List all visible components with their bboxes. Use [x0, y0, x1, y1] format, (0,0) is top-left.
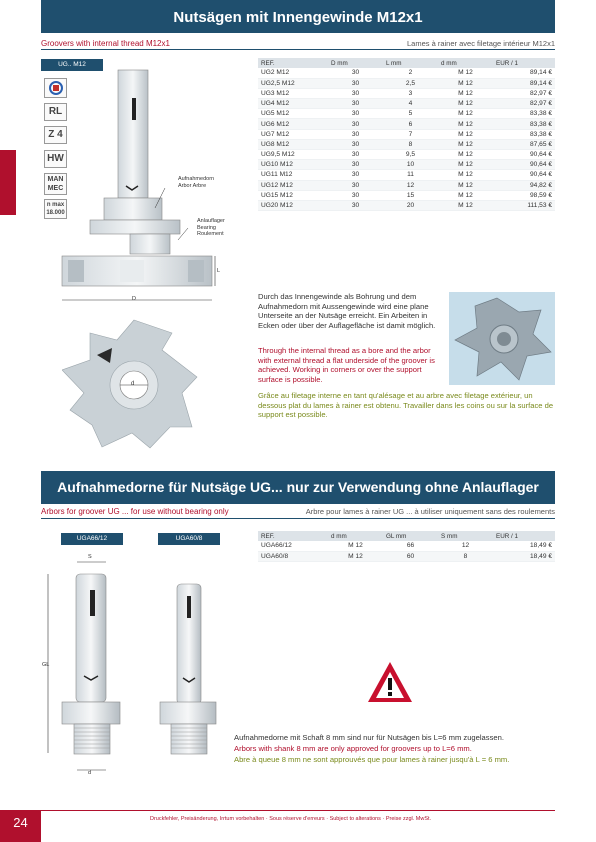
- col-ref: REF.: [258, 58, 328, 68]
- product-badge: UG.. M12: [41, 59, 103, 71]
- table-cell: 8: [383, 139, 438, 149]
- table-cell: 89,14 €: [493, 68, 555, 78]
- groover-photo: [449, 292, 555, 385]
- feed-man-mec-icon: MAN MEC: [44, 173, 67, 195]
- dim-d-label: d: [131, 381, 135, 387]
- table-cell: 30: [328, 68, 383, 78]
- note-en: Arbors with shank 8 mm are only approved for groovers up to L=6 mm.: [234, 744, 472, 753]
- table-row: [258, 88, 555, 98]
- table-row: [258, 160, 555, 170]
- table-cell: 6: [383, 119, 438, 129]
- table-cell: M 12: [438, 99, 493, 109]
- table-cell: 60: [383, 551, 438, 561]
- table-cell: 30: [328, 119, 383, 129]
- table-cell: 12: [383, 180, 438, 190]
- section1-rule: [41, 49, 555, 50]
- spec-table-groovers: [258, 58, 555, 211]
- col-L: L mm: [383, 58, 438, 68]
- table-cell: 11: [383, 170, 438, 180]
- bearing-label: Anlauflager Bearing Roulement: [197, 218, 225, 237]
- table-cell: 3: [383, 88, 438, 98]
- table-cell: 30: [328, 88, 383, 98]
- table-cell: 90,64 €: [493, 160, 555, 170]
- table-cell: 90,64 €: [493, 170, 555, 180]
- table-cell: UG11 M12: [258, 170, 328, 180]
- section1-title: Nutsägen mit Innengewinde M12x1: [41, 0, 555, 33]
- table-cell: UG8 M12: [258, 139, 328, 149]
- table-cell: 94,82 €: [493, 180, 555, 190]
- table-cell: UGA60/8: [258, 551, 328, 561]
- col-GL: GL mm: [383, 531, 438, 541]
- col-ref: REF.: [258, 531, 328, 541]
- col-D: D mm: [328, 58, 383, 68]
- table-cell: 83,38 €: [493, 109, 555, 119]
- col-d: d mm: [328, 531, 383, 541]
- table-cell: M 12: [438, 119, 493, 129]
- table-header-row: [258, 531, 555, 541]
- table-cell: M 12: [438, 150, 493, 160]
- dim-GL-label: GL: [42, 662, 50, 668]
- table-cell: M 12: [438, 88, 493, 98]
- table-cell: M 12: [438, 139, 493, 149]
- table-cell: 30: [328, 129, 383, 139]
- table-row: [258, 541, 555, 551]
- table-cell: M 12: [438, 160, 493, 170]
- table-cell: 66: [383, 541, 438, 551]
- table-header-row: [258, 58, 555, 68]
- arbor-badge-2: UGA60/8: [158, 533, 220, 545]
- max-rpm-icon: n max 18.000: [44, 199, 67, 219]
- table-cell: 5: [383, 109, 438, 119]
- table-row: [258, 170, 555, 180]
- table-cell: M 12: [438, 170, 493, 180]
- table-cell: 12: [438, 541, 493, 551]
- table-cell: UG7 M12: [258, 129, 328, 139]
- table-cell: UG3 M12: [258, 88, 328, 98]
- col-price: EUR / 1: [493, 531, 555, 541]
- table-cell: 30: [328, 170, 383, 180]
- table-cell: 30: [328, 139, 383, 149]
- table-row: [258, 200, 555, 210]
- dim-D-label: D: [132, 296, 136, 302]
- table-cell: 15: [383, 190, 438, 200]
- table-cell: 98,59 €: [493, 190, 555, 200]
- rotation-rl-icon: RL: [44, 103, 67, 121]
- table-cell: UG10 M12: [258, 160, 328, 170]
- side-tab: [0, 150, 16, 215]
- table-cell: 18,49 €: [493, 541, 555, 551]
- table-cell: 83,38 €: [493, 129, 555, 139]
- section1-subtitle-en: Groovers with internal thread M12x1: [41, 39, 170, 48]
- note-de: Aufnahmedorne mit Schaft 8 mm sind nur für Nutsägen bis L=6 mm zugelassen.: [234, 733, 504, 742]
- table-cell: 82,97 €: [493, 88, 555, 98]
- table-cell: M 12: [438, 68, 493, 78]
- table-row: [258, 119, 555, 129]
- table-cell: M 12: [438, 78, 493, 88]
- table-row: [258, 150, 555, 160]
- description-en: Through the internal thread as a bore and the arbor with external thread a flat underside of the groover is achieved. Working in corners or over the support surface is possible.: [258, 346, 435, 384]
- table-cell: 30: [328, 160, 383, 170]
- table-cell: UGA66/12: [258, 541, 328, 551]
- table-row: [258, 109, 555, 119]
- dim-S-label: S: [88, 554, 92, 560]
- table-cell: M 12: [438, 109, 493, 119]
- table-cell: 2: [383, 68, 438, 78]
- table-cell: 82,97 €: [493, 99, 555, 109]
- table-row: [258, 99, 555, 109]
- table-cell: 30: [328, 180, 383, 190]
- section2-title: Aufnahmedorne für Nutsäge UG... nur zur Verwendung ohne Anlauflager: [41, 471, 555, 504]
- table-row: [258, 180, 555, 190]
- arbor-label: Aufnahmedorn Arbor Arbre: [178, 176, 215, 189]
- table-cell: 89,14 €: [493, 78, 555, 88]
- footer-note: Druckfehler, Preisänderung, Irrtum vorbehalten · Sous réserve d'erreurs · Subject to alterations · Preise zzgl. MwSt.: [150, 816, 432, 822]
- table-cell: 111,53 €: [493, 200, 555, 210]
- table-cell: 87,65 €: [493, 139, 555, 149]
- dim-L-label: L: [217, 268, 221, 274]
- table-cell: 30: [328, 109, 383, 119]
- description-fr: Grâce au filetage interne en tant qu'alésage et au arbre avec filetage extérieur, un dessous plat du lames à rainer est obtenu. Travailler dans les coins ou sur la surface de support est possible.: [258, 391, 554, 420]
- dim-d-label-2: d: [88, 770, 92, 776]
- section2-rule: [41, 518, 555, 519]
- table-cell: M 12: [328, 551, 383, 561]
- teeth-count-icon: Z 4: [44, 126, 67, 144]
- carbide-hw-icon: HW: [44, 150, 67, 168]
- table-row: [258, 139, 555, 149]
- table-cell: UG12 M12: [258, 180, 328, 190]
- table-cell: M 12: [438, 190, 493, 200]
- table-cell: 4: [383, 99, 438, 109]
- warning-icon: [366, 660, 414, 704]
- col-S: S mm: [438, 531, 493, 541]
- table-cell: 10: [383, 160, 438, 170]
- table-cell: M 12: [438, 180, 493, 190]
- arbor-drawings: [40, 548, 230, 788]
- table-row: [258, 129, 555, 139]
- table-cell: 83,38 €: [493, 119, 555, 129]
- table-cell: M 12: [438, 129, 493, 139]
- table-cell: UG9,5 M12: [258, 150, 328, 160]
- table-cell: UG2 M12: [258, 68, 328, 78]
- table-cell: 7: [383, 129, 438, 139]
- note-fr: Abre à queue 8 mm ne sont approuvés que pour lames à rainer jusqu'à L = 6 mm.: [234, 755, 510, 764]
- groover-top-drawing: [62, 315, 212, 455]
- table-cell: M 12: [438, 200, 493, 210]
- spec-table-body: [258, 68, 555, 211]
- table-cell: 9,5: [383, 150, 438, 160]
- table-cell: 8: [438, 551, 493, 561]
- col-price: EUR / 1: [493, 58, 555, 68]
- page-number: 24: [0, 810, 41, 842]
- spec-table-arbors: [258, 531, 555, 562]
- table-cell: 30: [328, 150, 383, 160]
- table-cell: 2,5: [383, 78, 438, 88]
- section2-subtitle-fr: Arbre pour lames à rainer UG ... à utiliser uniquement sans des roulements: [305, 507, 555, 516]
- table-cell: UG20 M12: [258, 200, 328, 210]
- table-cell: 30: [328, 190, 383, 200]
- table-cell: UG2,5 M12: [258, 78, 328, 88]
- table-cell: UG5 M12: [258, 109, 328, 119]
- table-row: [258, 551, 555, 561]
- table-cell: UG4 M12: [258, 99, 328, 109]
- table-cell: M 12: [328, 541, 383, 551]
- table-row: [258, 78, 555, 88]
- table-cell: 30: [328, 78, 383, 88]
- section2-subtitle-en: Arbors for groover UG ... for use without bearing only: [41, 507, 229, 516]
- section1-subtitle-fr: Lames à rainer avec filetage intérieur M12x1: [407, 39, 555, 48]
- description-de: Durch das Innengewinde als Bohrung und dem Aufnahmedorn mit Aussengewinde wird eine plane Unterseite an der Nutsäge erreicht. Ein Arbeiten in Ecken oder über der Auflagefläche ist damit möglich.: [258, 292, 436, 330]
- table-row: [258, 190, 555, 200]
- table-cell: UG6 M12: [258, 119, 328, 129]
- table-cell: 90,64 €: [493, 150, 555, 160]
- col-d: d mm: [438, 58, 493, 68]
- arbor-badge-1: UGA66/12: [61, 533, 123, 545]
- table-cell: UG15 M12: [258, 190, 328, 200]
- table-cell: 30: [328, 99, 383, 109]
- table-cell: 20: [383, 200, 438, 210]
- table-cell: 30: [328, 200, 383, 210]
- spec-table-body: [258, 541, 555, 561]
- table-row: [258, 68, 555, 78]
- footer-rule: [41, 810, 555, 811]
- table-cell: 18,49 €: [493, 551, 555, 561]
